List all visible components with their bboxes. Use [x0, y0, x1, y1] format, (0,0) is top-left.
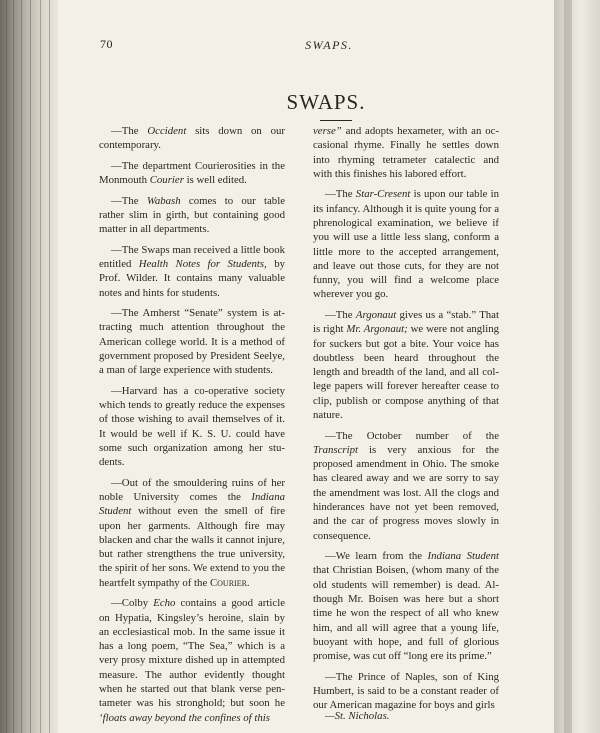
book-spine-edge [0, 0, 58, 733]
paragraph: —Colby Echo contains a good article on Hypatia, Kingsley’s heroine, slain by an ecclesiastical mob. In the same issue it has a long poem, “The Sea,” which is a very prosy mixture dished up in attempted measure. The author evidently thought when he started out that blank verse pentameter was his stronghold; but soon he ‘floats away beyond the confines of this [99, 597, 285, 724]
paragraph: —Harvard has a co-operative society which tends to greatly reduce the expenses of those wishing to avail themselves of it. It would be well if K. S. U. could have some such organization among her students. [99, 384, 285, 469]
title-rule [320, 120, 352, 121]
right-column [313, 124, 499, 729]
paragraph: —Out of the smouldering ruins of her noble University comes the Indiana Student without even the smell of fire upon her garments. Although fire may blacken and char the walls it cannot injure, but rather strengthens the true university, the spirit of her sons. We extend to you the heartfelt sympathy of the Courier. [99, 476, 285, 589]
running-head: SWAPS. [305, 38, 353, 52]
paragraph: —The Star-Cresent is upon our table in its infancy. Although it is quite young for a phrenological examination, we believe if you will use a little less slang, conform a little more to the accepted arrangement, and leave out those cuts, for they are not funny, you will find a welcome place wherever you go. [313, 188, 499, 301]
book-page [58, 0, 554, 733]
paragraph: —The department Courierosities in the Monmouth Courier is well edited. [99, 159, 285, 187]
paragraph: —The October number of the Transcript is very anxious for the proposed amendment in Ohio. The smoke has cleared away and we are sorry to say the amendment was lost. All the clogs and hinderances have not yet been removed, and the car of progress moves slowly in consequence. [313, 429, 499, 542]
paragraph: —The Argonaut gives us a “stab.” That is right Mr. Argonaut; we were not angling for suckers but got a bite. Your voice has doubtless been heard throughout the length and breadth of the land, and all college papers will forever hereafter cease to clip, publish or compose anything of that nature. [313, 308, 500, 422]
paragraph: —The Amherst “Senate” system is attracting much attention throughout the American college world. It is a method of government proposed by President Seelye, a man of large experience with students. [99, 307, 285, 377]
article-title: SWAPS. [286, 90, 366, 114]
paragraph: —The Wabash comes to our table rather slim in girth, but containing good matter in all departments. [99, 194, 285, 236]
paragraph: —The Occident sits down on our contemporary. [99, 125, 285, 152]
page-number: 70 [100, 37, 113, 51]
paragraph: verse” and adopts hexameter, with an occasional rhyme. Finally he settles down into rhyming tetrameter catalectic and with this finishes his labored effort. [313, 125, 499, 180]
paragraph: —The Swaps man received a little book entitled Health Notes for Students, by Prof. Wilder. It contains many valuable notes and hints for students. [99, 243, 285, 299]
paragraph: —The Prince of Naples, son of King Humbert, is said to be a constant reader of our American magazine for boys and girls —St. Nicholas. [313, 670, 499, 722]
signature: —St. Nicholas. [325, 709, 390, 722]
left-column [99, 124, 285, 731]
page-stack-edge [554, 0, 600, 733]
paragraph: —We learn from the Indiana Student that Christian Boisen, (whom many of the old students will remember) is dead. Although Mr. Boisen was here but a short time he won the respect of all who knew him, and all will agree that a young life, buoyant with hope, and full of glorious promise, was cut off “long ere its prime.” [313, 550, 499, 663]
